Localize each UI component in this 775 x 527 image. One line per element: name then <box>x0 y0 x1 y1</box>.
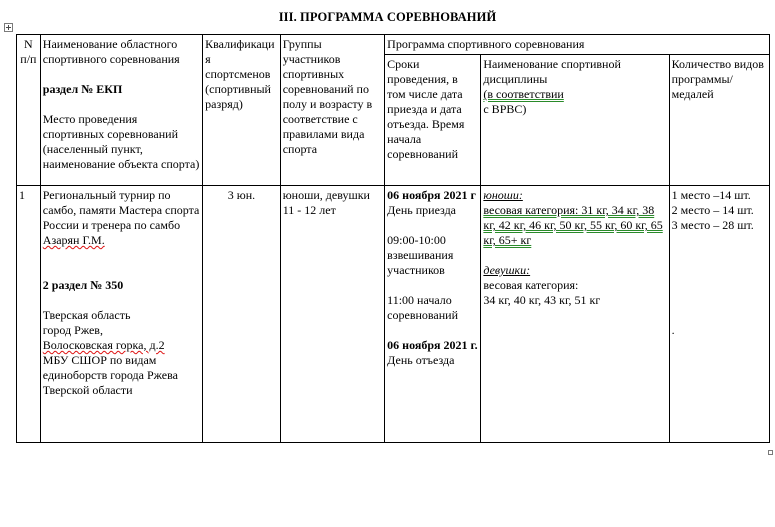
header-discipline-label: Наименование спортивной дисциплины <box>483 57 621 86</box>
page-title: III. ПРОГРАММА СОРЕВНОВАНИЙ <box>278 10 497 24</box>
row-place-region: Тверская область <box>42 308 131 322</box>
row-medals[interactable] <box>669 186 769 443</box>
row-discipline[interactable] <box>481 186 669 443</box>
row-num[interactable] <box>17 186 41 443</box>
header-program[interactable] <box>385 35 770 55</box>
header-ekp-label: раздел № ЕКП <box>42 82 123 96</box>
row-medal-place-1: 1 место –14 шт. <box>671 188 751 202</box>
row-name[interactable] <box>40 186 202 443</box>
row-weigh-label: взвешивания участников <box>387 248 454 277</box>
row-boys-weights: весовая категория: 31 кг, 34 кг, 38 кг, 42 кг, 46 кг, 50 кг, 55 кг, 60 кг, 65 кг, 65+ кг <box>483 203 663 247</box>
row-place-venue: МБУ СШОР по видам единоборств города Ржева Тверской области <box>42 353 178 397</box>
row-start-time: 11:00 начало соревнований <box>387 293 459 322</box>
header-discipline-ref-2: с ВРВС) <box>483 102 527 116</box>
header-place-label: Место проведения спортивных соревнований (населенный пункт, наименование объекта спорта) <box>42 112 200 171</box>
row-arrival-date: 06 ноября 2021 г <box>387 188 476 202</box>
row-place-city: город Ржев, <box>42 323 103 337</box>
row-departure-date: 06 ноября 2021 г. <box>387 338 478 352</box>
row-boys-label: юноши: <box>483 188 523 202</box>
header-name-label: Наименование областного спортивного соревнования <box>42 37 180 66</box>
row-qualification[interactable] <box>203 186 281 443</box>
header-dates-label: Сроки проведения, в том числе дата приезда и дата отъезда. Время начала соревнований <box>387 57 465 161</box>
row-dates[interactable] <box>385 186 481 443</box>
table-move-handle-icon[interactable] <box>4 23 13 32</box>
header-num[interactable] <box>17 35 41 186</box>
header-discipline[interactable] <box>481 55 669 186</box>
row-section: 2 раздел № 350 <box>42 278 124 292</box>
header-dates[interactable] <box>385 55 481 186</box>
row-qualification-value: 3 юн. <box>227 188 256 202</box>
row-groups-value: юноши, девушки 11 - 12 лет <box>282 188 370 217</box>
row-medal-place-2: 2 место – 14 шт. <box>671 203 754 217</box>
row-girls-weights: 34 кг, 40 кг, 43 кг, 51 кг <box>483 293 601 307</box>
row-departure-label: День отъезда <box>387 353 455 367</box>
header-medals-label: Количество видов программы/ медалей <box>671 57 764 101</box>
row-girls-label: девушки: <box>483 263 531 277</box>
header-name[interactable] <box>40 35 202 186</box>
row-trainer-name: Азарян Г.М. <box>42 233 105 247</box>
row-arrival-label: День приезда <box>387 203 456 217</box>
header-qualification[interactable] <box>203 35 281 186</box>
row-place-street: Волосковская горка, д.2 <box>42 338 165 352</box>
row-groups[interactable] <box>280 186 384 443</box>
row-weigh-time: 09:00-10:00 <box>387 233 446 247</box>
row-medal-dot: . <box>671 323 675 337</box>
header-qualification-label: Квалификация спортсменов (спортивный разряд) <box>205 37 275 111</box>
header-medals[interactable] <box>669 55 769 186</box>
row-num-value: 1 <box>19 188 25 202</box>
header-num-label: N п/п <box>20 37 37 66</box>
table-resize-handle-icon[interactable] <box>768 450 773 455</box>
header-program-label: Программа спортивного соревнования <box>387 37 585 51</box>
row-name-text: Региональный турнир по самбо, памяти Мастера спорта России и тренера по самбо <box>42 188 200 232</box>
header-groups-label: Группы участников спортивных соревнований по полу и возрасту в соответствие с правилами вида спорта <box>282 37 373 156</box>
row-girls-category: весовая категория: <box>483 278 579 292</box>
header-discipline-ref-1: (в соответствии <box>483 87 564 101</box>
competition-program-table <box>16 34 770 443</box>
row-medal-place-3: 3 место – 28 шт. <box>671 218 754 232</box>
header-groups[interactable] <box>280 35 384 186</box>
